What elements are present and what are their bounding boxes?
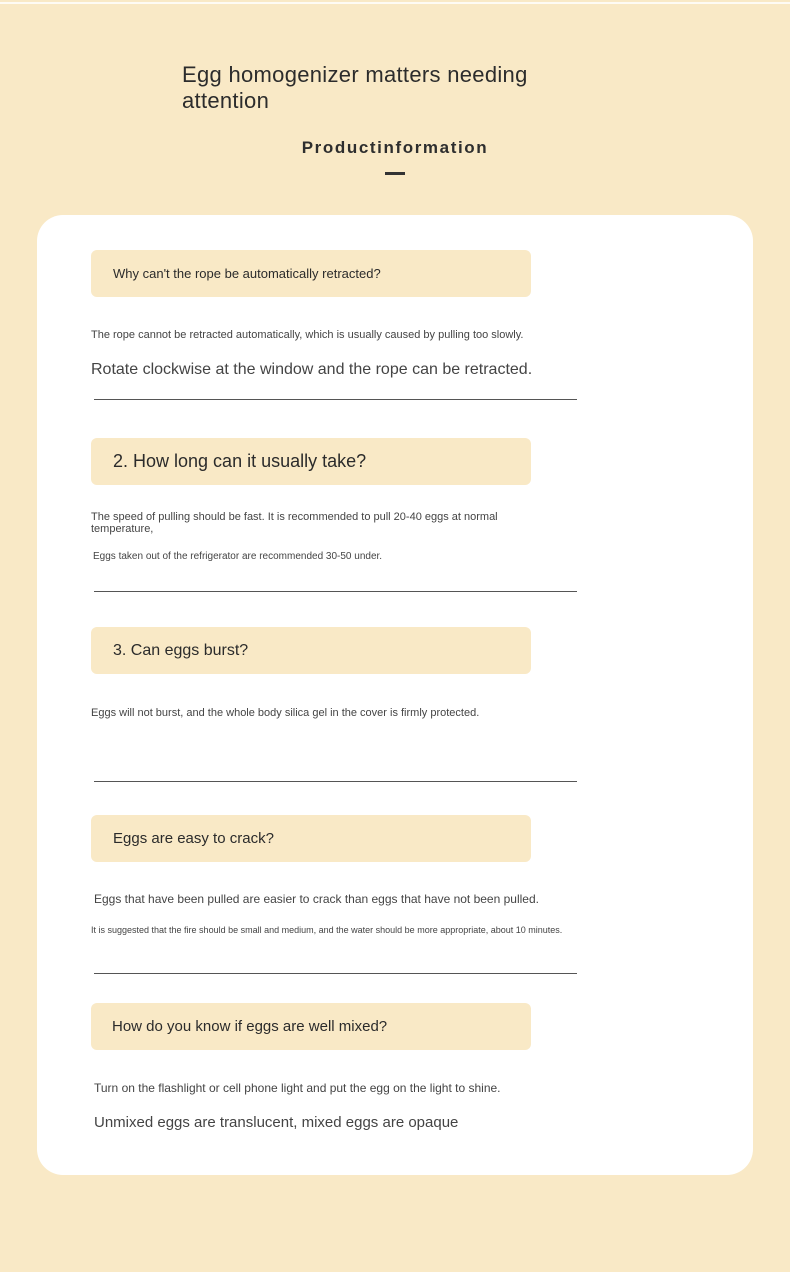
faq-divider-1 [94,399,577,400]
subtitle-underline [385,172,405,175]
faq-answer-1-line-2: Rotate clockwise at the window and the rope can be retracted. [91,361,533,378]
top-divider [0,2,790,4]
faq-question-5: How do you know if eggs are well mixed? [91,1003,531,1050]
faq-answer-3-line-1: Eggs will not burst, and the whole body silica gel in the cover is firmly protected. [91,707,480,719]
faq-divider-2 [94,591,577,592]
faq-divider-3 [94,781,577,782]
faq-question-2: 2. How long can it usually take? [91,438,531,485]
faq-answer-4-line-1: Eggs that have been pulled are easier to crack than eggs that have not been pulled. [94,892,539,906]
page-title: Egg homogenizer matters needing attention [182,62,528,113]
faq-question-4: Eggs are easy to crack? [91,815,531,862]
faq-answer-5-line-1: Turn on the flashlight or cell phone light and put the egg on the light to shine. [94,1081,501,1095]
faq-divider-4 [94,973,577,974]
faq-answer-5-line-2: Unmixed eggs are translucent, mixed eggs are opaque [94,1114,459,1131]
faq-question-3: 3. Can eggs burst? [91,627,531,674]
faq-answer-2-line-1: The speed of pulling should be fast. It is recommended to pull 20-40 eggs at normal temperature, [91,511,498,535]
faq-answer-1-line-1: The rope cannot be retracted automatically, which is usually caused by pulling too slowly. [91,329,524,341]
faq-answer-4-line-2: It is suggested that the fire should be small and medium, and the water should be more appropriate, about 10 minutes. [91,925,563,935]
section-subtitle: Productinformation [301,138,489,157]
faq-answer-2-line-2: Eggs taken out of the refrigerator are recommended 30-50 under. [93,551,383,562]
faq-question-1: Why can't the rope be automatically retracted? [91,250,531,297]
faq-card [37,215,753,1175]
